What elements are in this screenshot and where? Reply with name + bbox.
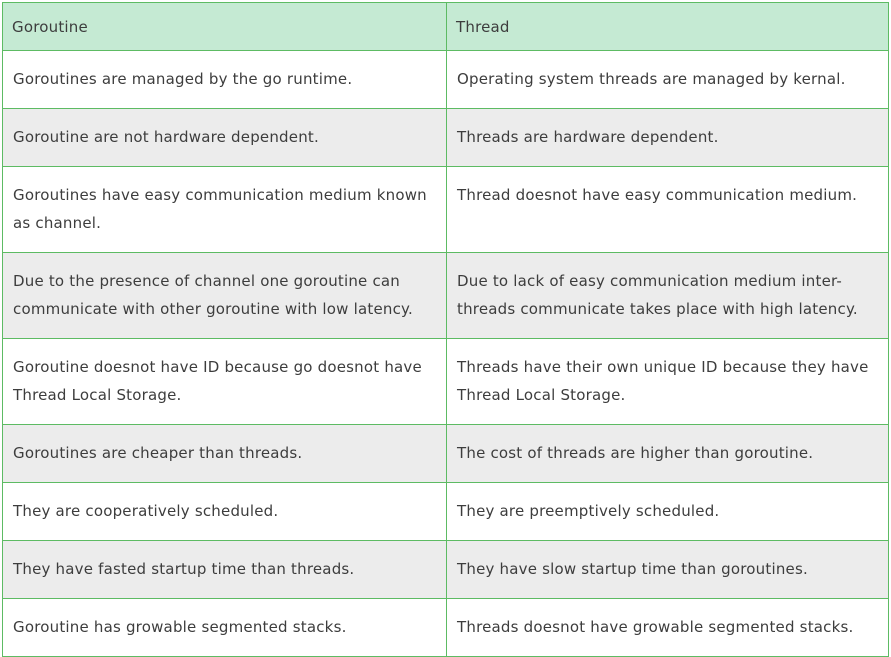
goroutine-cell: Due to the presence of channel one goroutine can communicate with other goroutine with low latency.: [3, 253, 447, 339]
header-thread: Thread: [447, 3, 889, 51]
thread-cell: They are preemptively scheduled.: [447, 483, 889, 541]
thread-cell: Threads are hardware dependent.: [447, 109, 889, 167]
thread-cell: Operating system threads are managed by kernal.: [447, 51, 889, 109]
table-row: [3, 425, 889, 483]
thread-cell: Due to lack of easy communication medium inter-threads communicate takes place with high latency.: [447, 253, 889, 339]
table-row: [3, 599, 889, 657]
goroutine-cell: Goroutines are cheaper than threads.: [3, 425, 447, 483]
thread-cell: The cost of threads are higher than goroutine.: [447, 425, 889, 483]
table-row: [3, 541, 889, 599]
comparison-table: [2, 2, 889, 657]
table-row: [3, 167, 889, 253]
thread-cell: Threads doesnot have growable segmented stacks.: [447, 599, 889, 657]
table-row: [3, 109, 889, 167]
goroutine-cell: Goroutine are not hardware dependent.: [3, 109, 447, 167]
table-row: [3, 51, 889, 109]
table-header-row: [3, 3, 889, 51]
goroutine-cell: Goroutine doesnot have ID because go doesnot have Thread Local Storage.: [3, 339, 447, 425]
goroutine-cell: They have fasted startup time than threads.: [3, 541, 447, 599]
header-goroutine: Goroutine: [3, 3, 447, 51]
goroutine-cell: Goroutine has growable segmented stacks.: [3, 599, 447, 657]
goroutine-cell: They are cooperatively scheduled.: [3, 483, 447, 541]
thread-cell: Thread doesnot have easy communication medium.: [447, 167, 889, 253]
table-row: [3, 483, 889, 541]
table-row: [3, 253, 889, 339]
thread-cell: They have slow startup time than goroutines.: [447, 541, 889, 599]
goroutine-cell: Goroutines have easy communication medium known as channel.: [3, 167, 447, 253]
thread-cell: Threads have their own unique ID because they have Thread Local Storage.: [447, 339, 889, 425]
table-row: [3, 339, 889, 425]
goroutine-cell: Goroutines are managed by the go runtime.: [3, 51, 447, 109]
